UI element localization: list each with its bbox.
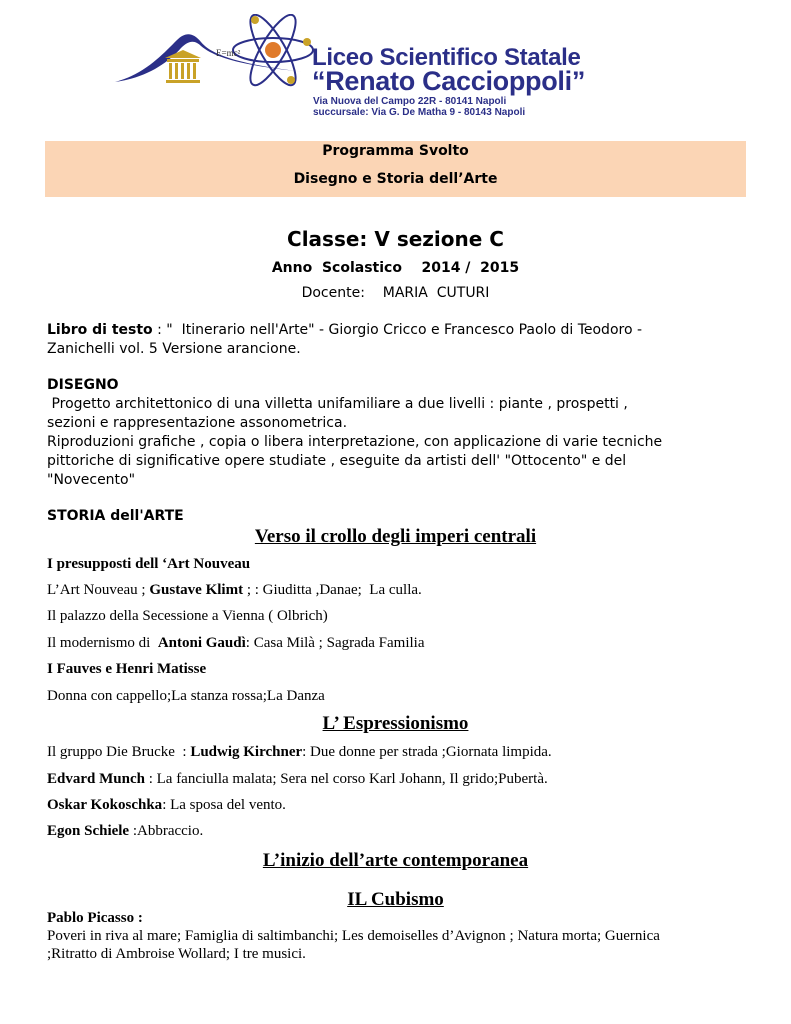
text: : La fanciulla malata; Sera nel corso Karl Johann, Il grido;Pubertà.: [144, 771, 548, 787]
expressionism-line: [47, 823, 203, 840]
expressionism-line: [47, 797, 286, 814]
school-name: Liceo Scientifico Statale: [312, 44, 581, 71]
text: ; : Giuditta ,Danae; La culla.: [243, 582, 422, 598]
school-logo-icon: [115, 14, 315, 114]
address-branch: succursale: Via G. De Matha 9 - 80143 Napoli: [313, 107, 526, 118]
text: : Due donne per strada ;Giornata limpida.: [302, 744, 552, 760]
art-nouveau-line: Il palazzo della Secessione a Vienna ( Olbrich): [47, 608, 328, 624]
expressionism-line: [47, 771, 548, 788]
fauves-heading: I Fauves e Henri Matisse: [47, 661, 207, 677]
text: : La sposa del vento.: [162, 797, 286, 813]
artist-name: Egon Schiele: [47, 823, 130, 839]
formula-text: E=mc²: [216, 48, 241, 58]
section-title: L’ Espressionismo: [322, 713, 469, 734]
textbook-label: Libro di testo: [47, 322, 153, 338]
textbook-text: : " Itinerario nell'Arte" - Giorgio Cricco e Francesco Paolo di Teodoro -: [152, 322, 643, 338]
teacher-label: Docente:: [301, 285, 365, 301]
fauves-works: Donna con cappello;La stanza rossa;La Danza: [47, 688, 325, 704]
disegno-line: pittoriche di significative opere studiate , eseguite da artisti dell' "Ottocento" e del: [47, 453, 627, 469]
text: :Abbraccio.: [129, 823, 204, 839]
section-title: IL Cubismo: [347, 889, 444, 910]
school-year-label: Anno Scolastico: [271, 260, 402, 276]
text: Il gruppo Die Brucke :: [47, 744, 191, 760]
picasso-heading: Pablo Picasso :: [47, 910, 143, 926]
teacher: [0, 285, 791, 301]
artist-name: Edvard Munch: [47, 771, 145, 787]
disegno-line: "Novecento": [47, 472, 136, 488]
art-nouveau-line: [47, 582, 422, 599]
art-nouveau-heading: I presupposti dell ‘Art Nouveau: [47, 556, 251, 572]
banner-title: Programma Svolto: [322, 143, 469, 159]
section-title: L’inizio dell’arte contemporanea: [262, 850, 529, 871]
school-year: [0, 260, 791, 276]
artist-name: Ludwig Kirchner: [190, 744, 303, 760]
textbook-line2: Zanichelli vol. 5 Versione arancione.: [47, 341, 301, 357]
disegno-line: sezioni e rappresentazione assonometrica.: [47, 415, 348, 431]
textbook-line1: [47, 321, 767, 340]
text: Il modernismo di: [47, 635, 158, 651]
program-banner: [45, 141, 746, 197]
picasso-works: Poveri in riva al mare; Famiglia di saltimbanchi; Les demoiselles d’Avignon ; Natura morta; Guernica: [47, 928, 660, 944]
disegno-line: Riproduzioni grafiche , copia o libera interpretazione, con applicazione di varie tecniche: [47, 434, 663, 450]
text: L’Art Nouveau ;: [47, 582, 150, 598]
art-nouveau-line: [47, 635, 425, 652]
banner-subject: Disegno e Storia dell’Arte: [293, 171, 498, 187]
teacher-name: MARIA CUTURI: [382, 285, 490, 301]
class-title: Classe: V sezione C: [287, 227, 504, 251]
school-year-value: 2014 / 2015: [421, 260, 520, 276]
storia-heading: STORIA dell'ARTE: [47, 508, 184, 524]
section-title: Verso il crollo degli imperi centrali: [254, 526, 537, 547]
expressionism-line: [47, 744, 552, 761]
disegno-heading: DISEGNO: [47, 377, 119, 393]
artist-name: Oskar Kokoschka: [47, 797, 163, 813]
artist-name: Gustave Klimt: [149, 582, 244, 598]
artist-name: Antoni Gaudì: [157, 635, 246, 651]
address-main: Via Nuova del Campo 22R - 80141 Napoli: [313, 96, 507, 107]
text: : Casa Milà ; Sagrada Familia: [245, 635, 425, 651]
disegno-line: Progetto architettonico di una villetta unifamiliare a due livelli : piante , prospetti ,: [47, 396, 628, 412]
school-subname: “Renato Caccioppoli”: [312, 66, 586, 96]
picasso-works: ;Ritratto di Ambroise Wollard; I tre musici.: [47, 946, 306, 962]
